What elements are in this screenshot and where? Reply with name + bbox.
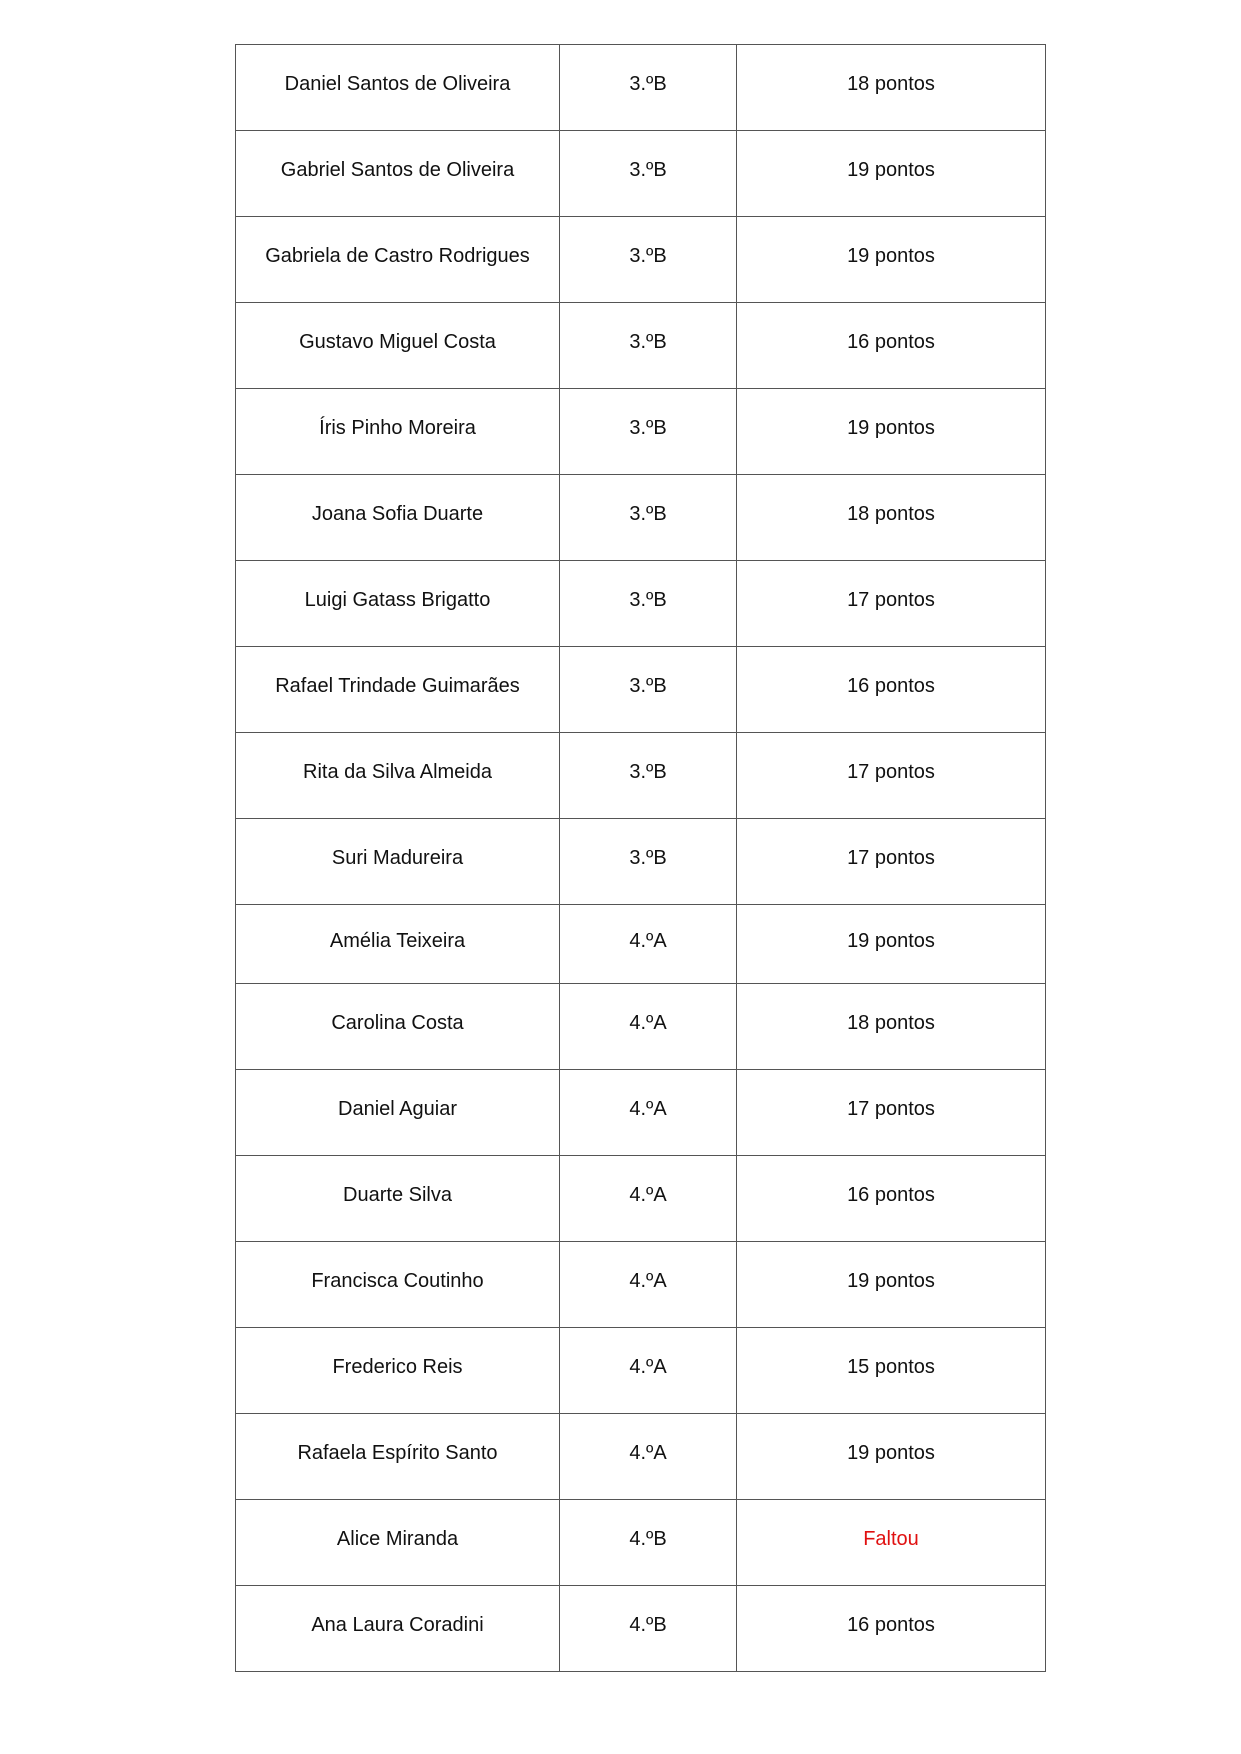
student-name-cell: Daniel Aguiar: [236, 1070, 560, 1156]
score-cell: 19 pontos: [737, 905, 1046, 984]
table-row: [236, 1500, 1046, 1586]
class-cell: 3.ºB: [560, 819, 737, 905]
table-row: [236, 1242, 1046, 1328]
student-name-cell: Rafael Trindade Guimarães: [236, 647, 560, 733]
score-cell: 19 pontos: [737, 131, 1046, 217]
score-cell: 18 pontos: [737, 45, 1046, 131]
table-row: [236, 819, 1046, 905]
student-name-cell: Gabriel Santos de Oliveira: [236, 131, 560, 217]
student-name-cell: Duarte Silva: [236, 1156, 560, 1242]
class-cell: 3.ºB: [560, 475, 737, 561]
student-name-cell: Amélia Teixeira: [236, 905, 560, 984]
student-name-cell: Francisca Coutinho: [236, 1242, 560, 1328]
class-cell: 4.ºA: [560, 1414, 737, 1500]
table-row: [236, 1414, 1046, 1500]
table-row: [236, 1586, 1046, 1672]
student-name-cell: Rita da Silva Almeida: [236, 733, 560, 819]
student-name-cell: Suri Madureira: [236, 819, 560, 905]
table-row: [236, 1156, 1046, 1242]
class-cell: 4.ºA: [560, 1070, 737, 1156]
student-name-cell: Daniel Santos de Oliveira: [236, 45, 560, 131]
student-name-cell: Alice Miranda: [236, 1500, 560, 1586]
student-name-cell: Gabriela de Castro Rodrigues: [236, 217, 560, 303]
class-cell: 3.ºB: [560, 131, 737, 217]
student-name-cell: Luigi Gatass Brigatto: [236, 561, 560, 647]
class-cell: 4.ºA: [560, 905, 737, 984]
absent-status-cell: Faltou: [737, 1500, 1046, 1586]
table-row: [236, 561, 1046, 647]
class-cell: 4.ºA: [560, 984, 737, 1070]
score-cell: 17 pontos: [737, 561, 1046, 647]
student-name-cell: Frederico Reis: [236, 1328, 560, 1414]
score-cell: 15 pontos: [737, 1328, 1046, 1414]
class-cell: 4.ºB: [560, 1586, 737, 1672]
class-cell: 4.ºA: [560, 1328, 737, 1414]
class-cell: 3.ºB: [560, 45, 737, 131]
table-row: [236, 475, 1046, 561]
student-name-cell: Gustavo Miguel Costa: [236, 303, 560, 389]
table-row: [236, 389, 1046, 475]
student-name-cell: Joana Sofia Duarte: [236, 475, 560, 561]
score-cell: 17 pontos: [737, 733, 1046, 819]
class-cell: 3.ºB: [560, 303, 737, 389]
table-row: [236, 905, 1046, 984]
student-name-cell: Ana Laura Coradini: [236, 1586, 560, 1672]
score-cell: 17 pontos: [737, 819, 1046, 905]
class-cell: 4.ºA: [560, 1242, 737, 1328]
table-row: [236, 647, 1046, 733]
table-row: [236, 1070, 1046, 1156]
class-cell: 3.ºB: [560, 647, 737, 733]
table-row: [236, 45, 1046, 131]
score-cell: 16 pontos: [737, 1586, 1046, 1672]
class-cell: 4.ºB: [560, 1500, 737, 1586]
score-cell: 16 pontos: [737, 647, 1046, 733]
score-cell: 19 pontos: [737, 389, 1046, 475]
table-row: [236, 303, 1046, 389]
score-cell: 18 pontos: [737, 475, 1046, 561]
score-cell: 17 pontos: [737, 1070, 1046, 1156]
table-row: [236, 733, 1046, 819]
score-cell: 19 pontos: [737, 217, 1046, 303]
table-row: [236, 217, 1046, 303]
class-cell: 3.ºB: [560, 733, 737, 819]
table-row: [236, 1328, 1046, 1414]
results-table: [235, 44, 1046, 1672]
score-cell: 16 pontos: [737, 303, 1046, 389]
class-cell: 3.ºB: [560, 217, 737, 303]
table-row: [236, 984, 1046, 1070]
score-cell: 19 pontos: [737, 1242, 1046, 1328]
table-row: [236, 131, 1046, 217]
student-name-cell: Rafaela Espírito Santo: [236, 1414, 560, 1500]
student-name-cell: Carolina Costa: [236, 984, 560, 1070]
class-cell: 3.ºB: [560, 389, 737, 475]
class-cell: 3.ºB: [560, 561, 737, 647]
score-cell: 18 pontos: [737, 984, 1046, 1070]
score-cell: 16 pontos: [737, 1156, 1046, 1242]
class-cell: 4.ºA: [560, 1156, 737, 1242]
score-cell: 19 pontos: [737, 1414, 1046, 1500]
student-name-cell: Íris Pinho Moreira: [236, 389, 560, 475]
